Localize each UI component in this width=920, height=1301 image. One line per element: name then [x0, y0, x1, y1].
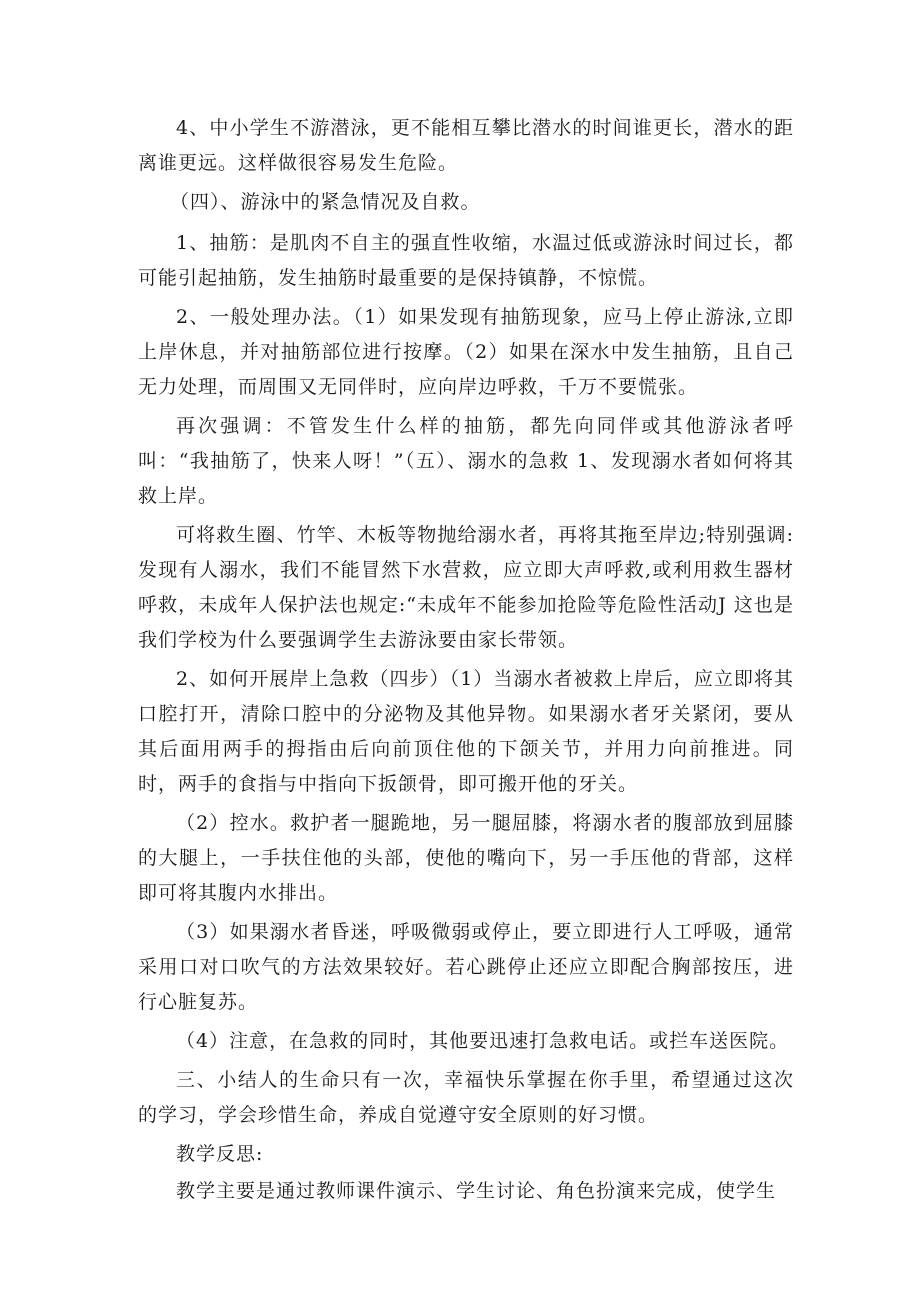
paragraph-drain-water: （2）控水。救护者一腿跪地，另一腿屈膝，将溺水者的腹部放到屈膝的大腿上，一手扶住他的头部，使他的嘴向下，另一手压他的背部，这样即可将其腹内水排出。	[138, 812, 794, 904]
paragraph-teaching-reflection: 教学主要是通过教师课件演示、学生讨论、角色扮演来完成，使学生	[176, 1180, 777, 1202]
section-heading-emergency: （四）、游泳中的紧急情况及自救。	[170, 191, 481, 213]
paragraph-summary: 三、小结人的生命只有一次，幸福快乐掌握在你手里，希望通过这次的学习，学会珍惜生命，养成自觉遵守安全原则的好习惯。	[138, 1069, 794, 1126]
paragraph-cramp-definition: 1、抽筋：是肌肉不自主的强直性收缩，水温过低或游泳时间过长，都可能引起抽筋，发生抽筋时最重要的是保持镇静，不惊慌。	[138, 232, 794, 289]
paragraph-shore-first-aid: 2、如何开展岸上急救（四步）（1）当溺水者被救上岸后，应立即将其口腔打开，清除口腔中的分泌物及其他异物。如果溺水者牙关紧闭，要从其后面用两手的拇指由后向前顶住他的下颌关节，并用力向前推进。同时，两手的食指与中指向下扳颌骨，即可搬开他的牙关。	[138, 668, 794, 795]
document-body	[138, 111, 794, 1213]
paragraph-emphasis-rescue: 再次强调：不管发生什么样的抽筋，都先向同伴或其他游泳者呼叫：“我抽筋了，快来人呀！”（五）、溺水的急救 1、发现溺水者如何将其救上岸。	[138, 415, 794, 507]
heading-teaching-reflection: 教学反思:	[176, 1143, 264, 1165]
paragraph-call-emergency: （4）注意，在急救的同时，其他要迅速打急救电话。或拦车送医院。	[176, 1030, 790, 1052]
paragraph-cpr: （3）如果溺水者昏迷，呼吸微弱或停止，要立即进行人工呼吸，通常采用口对口吹气的方法效果较好。若心跳停止还应立即配合胸部按压，进行心脏复苏。	[138, 921, 794, 1013]
paragraph-cramp-handling: 2、一般处理办法。（1）如果发现有抽筋现象，应马上停止游泳,立即上岸休息，并对抽筋部位进行按摩。（2）如果在深水中发生抽筋，且自己无力处理，而周围又无同伴时，应向岸边呼救，千万不要慌张。	[138, 306, 794, 398]
paragraph-throw-rescue: 可将救生圈、竹竿、木板等物抛给溺水者，再将其拖至岸边;特别强调:发现有人溺水，我们不能冒然下水营救，应立即大声呼救,或利用救生器材呼救，未成年人保护法也规定:“未成年不能参加抢险等危险性活动J 这也是我们学校为什么要强调学生去游泳要由家长带领。	[138, 524, 794, 651]
paragraph-diving-warning: 4、中小学生不游潜泳，更不能相互攀比潜水的时间谁更长，潜水的距离谁更远。这样做很容易发生危险。	[138, 117, 794, 174]
